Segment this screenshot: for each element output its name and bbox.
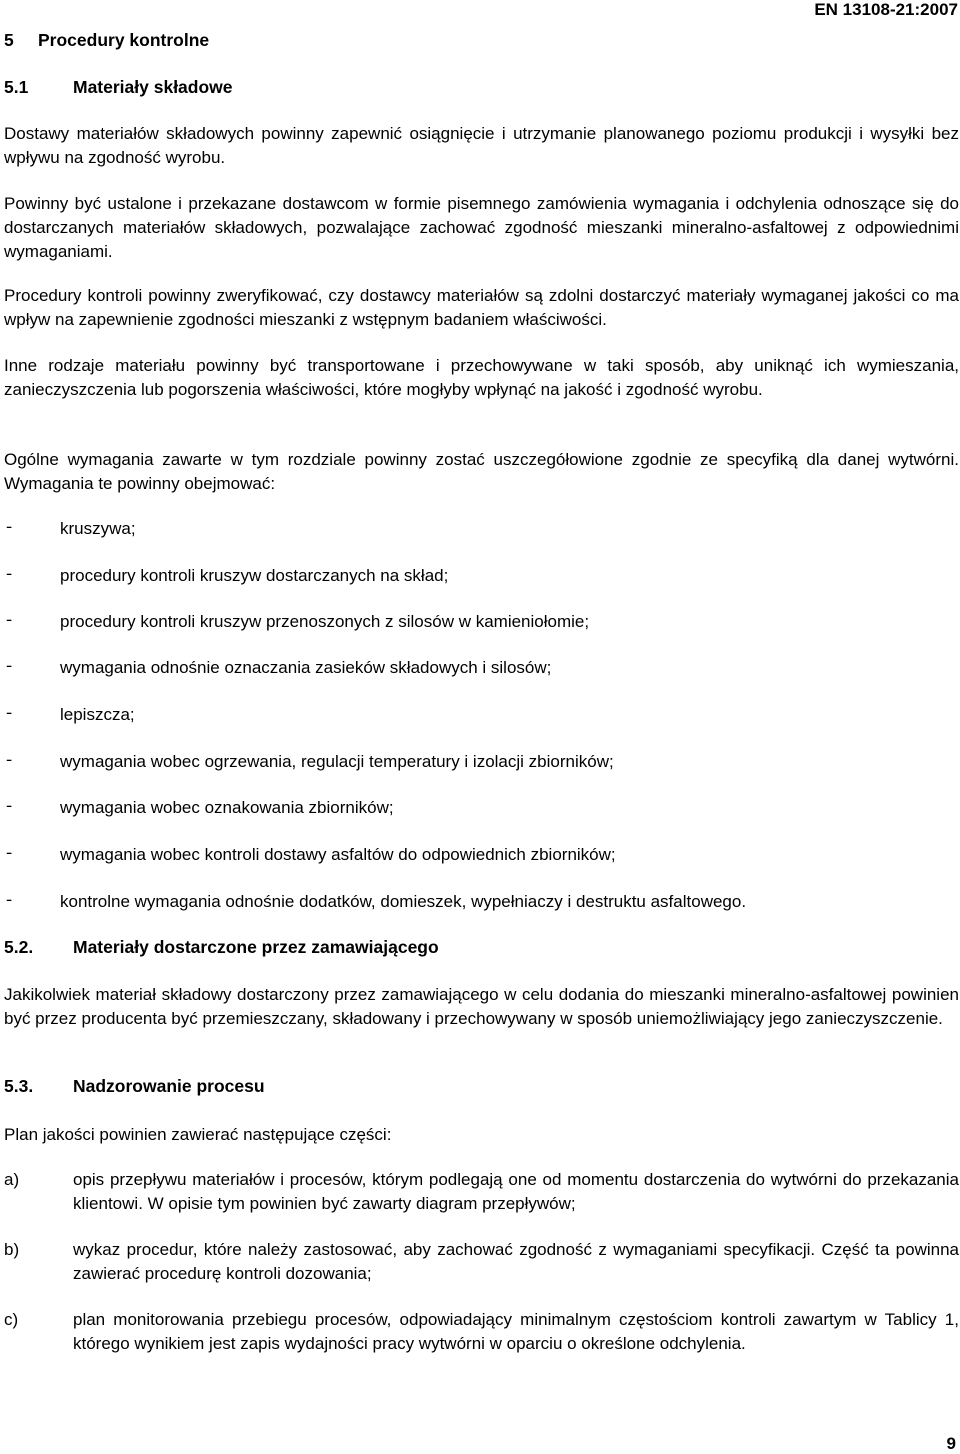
list-dash: - <box>4 658 15 677</box>
paragraph-1: Dostawy materiałów składowych powinny zapewnić osiągnięcie i utrzymanie planowanego poziomu produkcji i wysyłki bez wpływu na zgodność wyrobu. <box>4 124 959 167</box>
section-5-3-heading <box>4 1076 959 1097</box>
section-5-2-heading <box>4 937 959 958</box>
list-item-text: wymagania odnośnie oznaczania zasieków składowych i silosów; <box>60 658 552 677</box>
list-item-text: procedury kontroli kruszyw dostarczanych na skład; <box>60 566 449 585</box>
list-item-text: kontrolne wymagania odnośnie dodatków, domieszek, wypełniaczy i destruktu asfaltowego. <box>60 892 747 911</box>
section-5-1-heading <box>4 77 959 98</box>
list-item-marker: b) <box>4 1240 20 1259</box>
list-dash: - <box>4 892 15 911</box>
paragraph-5: Ogólne wymagania zawarte w tym rozdziale powinny zostać uszczegółowione zgodnie ze specyfiką dla danej wytwórni. Wymagania te powinny obejmować: <box>4 450 959 493</box>
section-5-number: 5 <box>4 30 14 50</box>
list-item-text: plan monitorowania przebiegu procesów, odpowiadający minimalnym częstościom kontroli zawartym w Tablicy 1, którego wynikiem jest zapis wydajności pracy wytwórni w oparciu o określone odchylenia. <box>73 1310 959 1353</box>
list-dash: - <box>4 566 15 585</box>
list-item-marker: c) <box>4 1310 19 1329</box>
list-dash: - <box>4 705 15 724</box>
section-5-1-title: Materiały składowe <box>73 77 233 97</box>
list-item-text: lepiszcza; <box>60 705 135 724</box>
list-dash: - <box>4 845 15 864</box>
paragraph-3: Procedury kontroli powinny zweryfikować, czy dostawcy materiałów są zdolni dostarczyć materiały wymaganej jakości co ma wpływ na zapewnienie zgodności mieszanki z wstępnym badaniem właściwości. <box>4 286 959 329</box>
list-item-text: wykaz procedur, które należy zastosować, aby zachować zgodność z wymaganiami specyfikacji. Część ta powinna zawierać procedurę kontroli dozowania; <box>73 1240 959 1283</box>
section-5-1-number: 5.1 <box>4 77 29 97</box>
list-item-text: procedury kontroli kruszyw przenoszonych z silosów w kamieniołomie; <box>60 612 590 631</box>
section-5-heading <box>4 30 959 51</box>
list-item-marker: a) <box>4 1170 20 1189</box>
section-5-3-title: Nadzorowanie procesu <box>73 1076 265 1096</box>
list-item-text: wymagania wobec kontroli dostawy asfaltów do odpowiednich zbiorników; <box>60 845 616 864</box>
list-dash: - <box>4 519 15 538</box>
paragraph-2: Powinny być ustalone i przekazane dostawcom w formie pisemnego zamówienia wymagania i odchylenia odnoszące się do dostarczanych materiałów składowych, pozwalające zachować zgodność mieszanki mineralno-asfaltowej z odpowiednimi wymaganiami. <box>4 194 959 261</box>
page-number: 9 <box>946 1434 956 1453</box>
list-dash: - <box>4 752 15 771</box>
section-5-3-intro: Plan jakości powinien zawierać następujące części: <box>4 1125 392 1144</box>
paragraph-4: Inne rodzaje materiału powinny być transportowane i przechowywane w taki sposób, aby uniknąć ich wymieszania, zanieczyszczenia lub pogorszenia właściwości, które mogłyby wpłynąć na jakość i zgodność wyrobu. <box>4 356 959 399</box>
list-item-text: wymagania wobec ogrzewania, regulacji temperatury i izolacji zbiorników; <box>60 752 614 771</box>
section-5-2-number: 5.2. <box>4 937 34 957</box>
list-item-text: opis przepływu materiałów i procesów, którym podlegają one od momentu dostarczenia do wytwórni do przekazania klientowi. W opisie tym powinien być zawarty diagram przepływów; <box>73 1170 959 1213</box>
section-5-2-title: Materiały dostarczone przez zamawiającego <box>73 937 439 957</box>
standard-code: EN 13108-21:2007 <box>814 0 958 19</box>
section-5-3-number: 5.3. <box>4 1076 34 1096</box>
section-5-2-paragraph: Jakikolwiek materiał składowy dostarczony przez zamawiającego w celu dodania do mieszanki mineralno-asfaltowej powinien być przez producenta być przemieszczany, składowany i przechowywany w sposób uniemożliwiający jego zanieczyszczenie. <box>4 985 959 1028</box>
section-5-title: Procedury kontrolne <box>38 30 210 50</box>
list-dash: - <box>4 798 15 817</box>
list-item-text: wymagania wobec oznakowania zbiorników; <box>60 798 394 817</box>
list-item-text: kruszywa; <box>60 519 136 538</box>
list-dash: - <box>4 612 15 631</box>
